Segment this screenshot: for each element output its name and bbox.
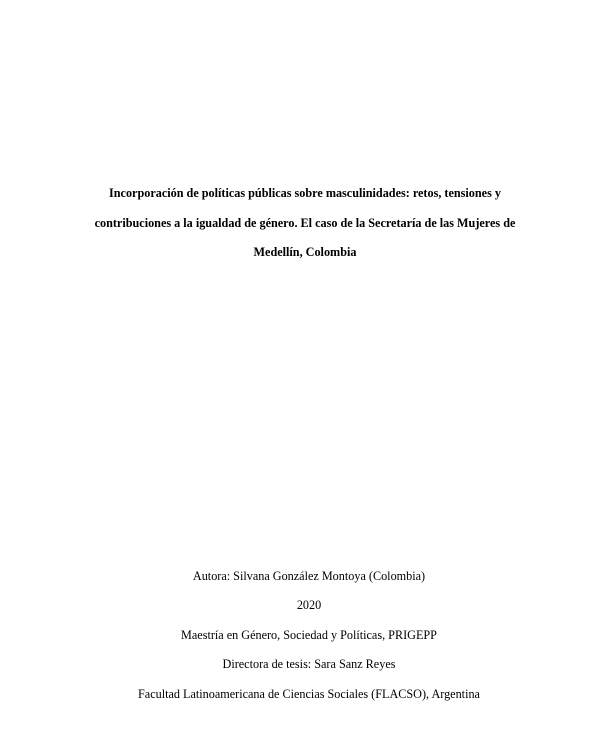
author-line: Autora: Silvana González Montoya (Colombia) [192, 569, 426, 583]
advisor-line: Directora de tesis: Sara Sanz Reyes [222, 657, 396, 671]
year-line: 2020 [296, 598, 322, 612]
title-line-1: Incorporación de políticas públicas sobre masculinidades: retos, tensiones y [109, 186, 501, 200]
title-line-2: contribuciones a la igualdad de género. El caso de la Secretaría de las Mujeres de [94, 216, 516, 230]
title-line-3: Medellín, Colombia [253, 245, 357, 259]
institution-line: Facultad Latinoamericana de Ciencias Sociales (FLACSO), Argentina [138, 687, 480, 701]
program-line: Maestría en Género, Sociedad y Políticas, PRIGEPP [181, 628, 437, 642]
